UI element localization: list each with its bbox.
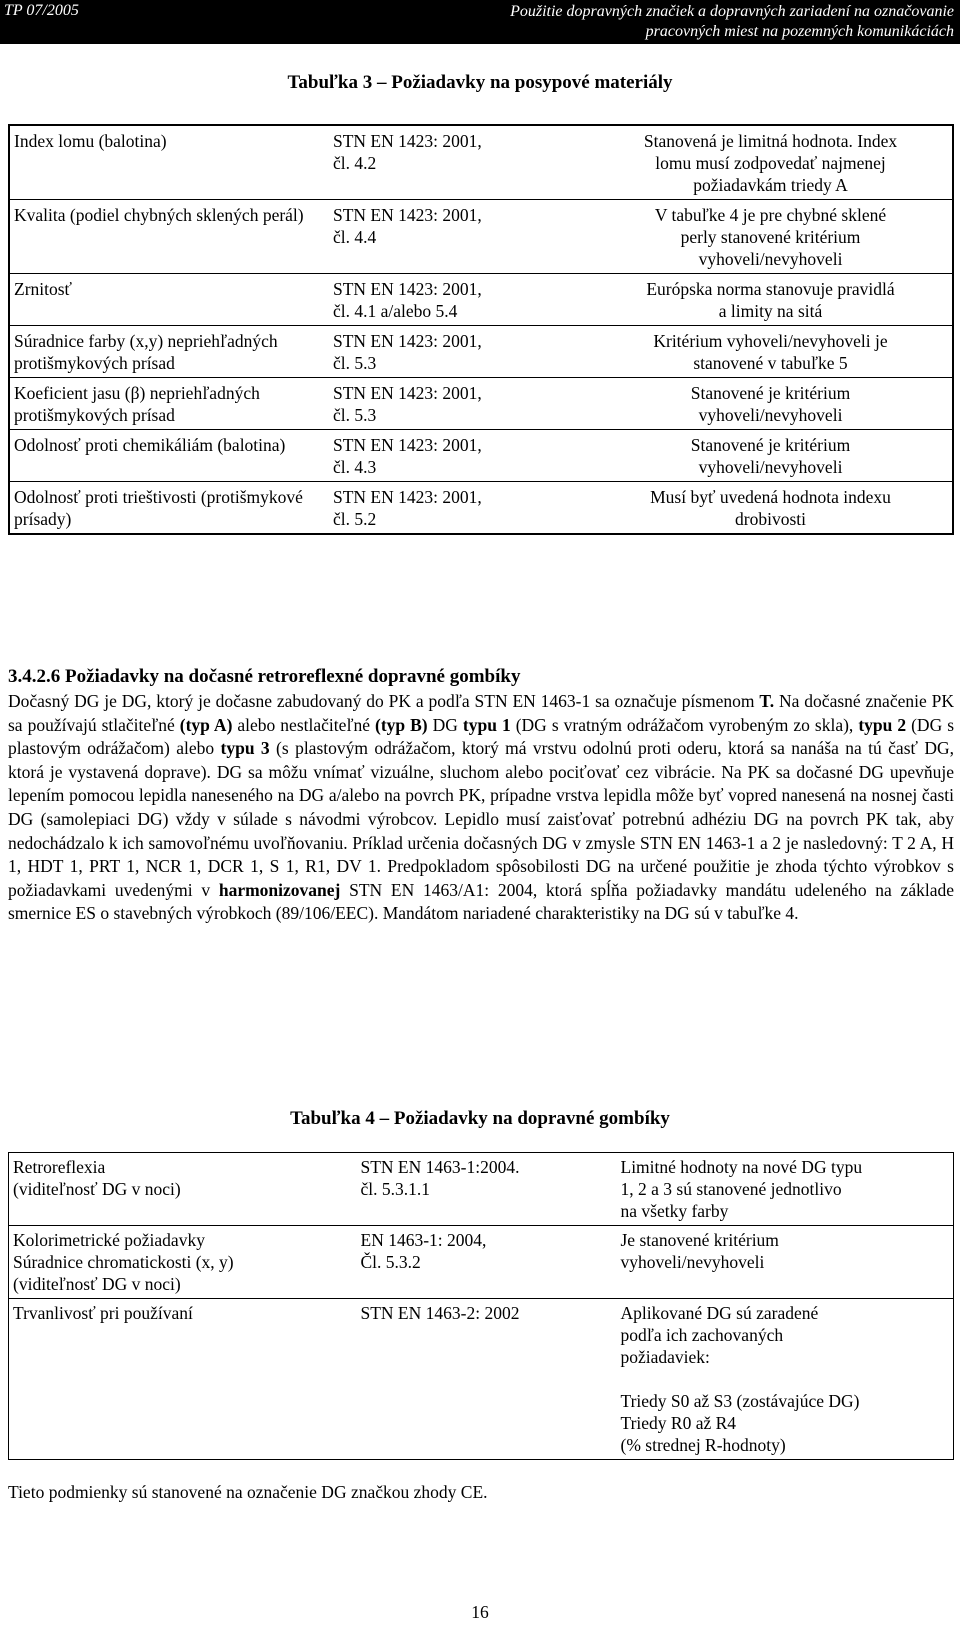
para-bold-5: typu 2 [858, 714, 907, 735]
table-row [9, 482, 953, 535]
cell-line: Je stanovené kritérium [620, 1230, 779, 1250]
property-cell: Odolnosť proti chemikáliám (balotina) [9, 430, 329, 482]
note-cell [617, 1153, 954, 1226]
property-cell [9, 1226, 357, 1299]
cell-line: Musí byť uvedená hodnota indexu [650, 487, 891, 507]
cell-line: čl. 5.3 [333, 405, 377, 425]
doc-title-line2: pracovných miest na pozemných komunikáciách [645, 23, 954, 40]
note-cell [589, 200, 953, 274]
table-row [9, 125, 953, 200]
cell-line: čl. 5.2 [333, 509, 377, 529]
doc-code: TP 07/2005 [4, 2, 79, 19]
standard-cell [357, 1226, 617, 1299]
footer-note: Tieto podmienky sú stanovené na označenie DG značkou zhody CE. [8, 1482, 488, 1502]
table-row [9, 274, 953, 326]
cell-line: Trvanlivosť pri používaní [13, 1303, 193, 1323]
cell-line: STN EN 1423: 2001, [333, 131, 482, 151]
cell-line: čl. 4.4 [333, 227, 377, 247]
table-row [9, 430, 953, 482]
doc-title [510, 2, 954, 42]
table-row [9, 378, 953, 430]
section-paragraph [8, 690, 954, 926]
standard-cell [357, 1153, 617, 1226]
cell-line: Stanovené je kritérium [690, 383, 851, 403]
note-cell [617, 1226, 954, 1299]
table3 [8, 124, 954, 535]
page-number: 16 [471, 1602, 489, 1622]
para-bold-2: (typ A) [179, 714, 233, 735]
cell-line: čl. 4.1 a/alebo 5.4 [333, 301, 458, 321]
cell-line: Stanovená je limitná hodnota. Index [643, 131, 898, 151]
property-cell: Kvalita (podiel chybných sklených perál) [9, 200, 329, 274]
cell-line: Súradnice chromatickosti (x, y) [13, 1252, 234, 1272]
para-bold-1: T. [759, 691, 775, 711]
property-cell: Koeficient jasu (β) nepriehľadných protišmykových prísad [9, 378, 329, 430]
cell-line: podľa ich zachovaných [620, 1325, 784, 1345]
standard-cell [329, 125, 589, 200]
table3-body [9, 125, 953, 534]
cell-line: STN EN 1423: 2001, [333, 331, 482, 351]
note-cell [589, 326, 953, 378]
standard-cell [329, 200, 589, 274]
cell-line: čl. 5.3.1.1 [360, 1179, 431, 1199]
para-text-1: Dočasný DG je DG, ktorý je dočasne zabudovaný do PK a podľa STN EN 1463-1 sa označuje písmenom [8, 691, 760, 711]
cell-line: STN EN 1423: 2001, [333, 279, 482, 299]
para-text-8: STN EN 1463/A1: 2004, ktorá spĺňa požiadavky mandátu udeleného na základe smernice ES o stavebných výrobkoch (89/106/EEC). Mandátom nariadené charakteristiky na DG sú v tabuľke 4. [8, 879, 954, 924]
cell-line: vyhoveli/nevyhoveli [620, 1252, 765, 1272]
standard-cell [329, 482, 589, 535]
cell-line: (viditeľnosť DG v noci) [13, 1179, 181, 1199]
cell-line: stanovené v tabuľke 5 [693, 353, 848, 373]
standard-cell [329, 430, 589, 482]
para-bold-7: harmonizovanej [218, 879, 341, 900]
table-row [9, 1153, 954, 1226]
standard-cell [329, 378, 589, 430]
para-text-2: Na dočasné značenie PK sa používajú stlačiteľné [8, 691, 954, 735]
table-row [9, 1299, 954, 1460]
property-cell: Súradnice farby (x,y) nepriehľadných protišmykových prísad [9, 326, 329, 378]
cell-line: V tabuľke 4 je pre chybné sklené [654, 205, 887, 225]
cell-line: čl. 5.3 [333, 353, 377, 373]
para-bold-3: (typ B) [375, 714, 428, 735]
table4-body [9, 1153, 954, 1460]
doc-title-line1: Použitie dopravných značiek a dopravných zariadení na označovanie [510, 3, 954, 20]
cell-line: Retroreflexia [13, 1157, 106, 1177]
cell-line: Aplikované DG sú zaradené [620, 1303, 819, 1323]
table3-caption: Tabuľka 3 – Požiadavky na posypové materiály [287, 72, 673, 93]
property-cell: Index lomu (balotina) [14, 131, 167, 151]
cell-line: Triedy R0 až R4 [620, 1413, 737, 1433]
page-header [0, 0, 960, 44]
cell-line: vyhoveli/nevyhoveli [698, 405, 843, 425]
table4 [8, 1152, 954, 1460]
standard-cell [357, 1299, 617, 1460]
note-cell [589, 378, 953, 430]
cell-line: Stanovené je kritérium [690, 435, 851, 455]
cell-line: EN 1463-1: 2004, [360, 1230, 487, 1250]
note-cell [589, 274, 953, 326]
property-cell [9, 1153, 357, 1226]
cell-line: STN EN 1463-2: 2002 [360, 1303, 520, 1323]
note-cell [617, 1299, 954, 1460]
cell-line: STN EN 1423: 2001, [333, 383, 482, 403]
cell-line: Limitné hodnoty na nové DG typu [620, 1157, 863, 1177]
cell-line: Triedy S0 až S3 (zostávajúce DG) [620, 1391, 860, 1411]
para-text-3: alebo nestlačiteľné [232, 714, 375, 735]
para-text-7: (s plastovým odrážačom, ktorý má vrstvu odolnú proti oderu, ktorá sa nanáša na tú časť DG, ktorá je vystavená doprave). DG sa môžu vnímať vizuálne, sluchom alebo pociťovať cez vibrácie. Na PK sa dočasné DG upevňuje lepením pomocou lepidla naneseného na DG a/alebo na povrch PK, prípadne vrstva lepidla môže byť vopred nanesená na nosnej časti DG (samolepiaci DG) vždy v súlade s návodmi výrobcov. Lepidlo musí zaisťovať potrebnú adhéziu DG na povrch PK tak, aby nedochádzalo k ich samovoľnému uvoľňovaniu. Príklad určenia dočasných DG v zmysle STN EN 1463-1 a 2 je nasledovný: T 2 A, H 1, HDT 1, PRT 1, NCR 1, DCR 1, S 1, R1, DV 1. Predpokladom spôsobilosti DG na určené použitie je zhoda týchto výrobkov s požiadavkami uvedenými v [8, 738, 955, 900]
cell-line: na všetky farby [620, 1201, 729, 1221]
cell-line [621, 1368, 954, 1390]
cell-line: požiadaviek: [620, 1347, 710, 1367]
cell-line: Kolorimetrické požiadavky [13, 1230, 205, 1250]
cell-line: vyhoveli/nevyhoveli [698, 249, 843, 269]
table4-caption: Tabuľka 4 – Požiadavky na dopravné gombíky [290, 1108, 670, 1129]
property-cell [9, 1299, 357, 1460]
cell-line: 1, 2 a 3 sú stanovené jednotlivo [620, 1179, 842, 1199]
cell-line: a limity na sitá [718, 301, 823, 321]
para-bold-4: typu 1 [462, 714, 511, 735]
para-text-6: (DG s plastovým odrážačom) alebo [8, 714, 955, 759]
cell-line: perly stanovené kritérium [680, 227, 861, 247]
cell-line: lomu musí zodpovedať najmenej [655, 153, 886, 173]
cell-line: (% strednej R-hodnoty) [620, 1435, 786, 1455]
cell-line: požiadavkám triedy A [693, 175, 848, 195]
section-heading: 3.4.2.6 Požiadavky na dočasné retroreflexné dopravné gombíky [8, 666, 521, 687]
table-row [9, 326, 953, 378]
property-cell: Zrnitosť [9, 274, 329, 326]
cell-line: Kritérium vyhoveli/nevyhoveli je [653, 331, 888, 351]
cell-line: drobivosti [735, 509, 806, 529]
cell-line: vyhoveli/nevyhoveli [698, 457, 843, 477]
cell-line: STN EN 1463-1:2004. [360, 1157, 520, 1177]
cell-line: čl. 4.3 [333, 457, 377, 477]
cell-line: Európska norma stanovuje pravidlá [646, 279, 895, 299]
note-cell [589, 482, 953, 535]
table-row [9, 1226, 954, 1299]
standard-cell [329, 326, 589, 378]
note-cell [589, 430, 953, 482]
note-cell [589, 125, 953, 200]
table-row [9, 200, 953, 274]
cell-line: čl. 4.2 [333, 153, 377, 173]
cell-line: STN EN 1423: 2001, [333, 205, 482, 225]
cell-line: (viditeľnosť DG v noci) [13, 1274, 181, 1294]
standard-cell [329, 274, 589, 326]
property-cell: Odolnosť proti trieštivosti (protišmykové prísady) [9, 482, 329, 535]
para-text-5: (DG s vratným odrážačom vyrobeným zo skla), [510, 714, 859, 735]
para-text-4: DG [427, 714, 463, 735]
para-bold-6: typu 3 [220, 738, 270, 759]
cell-line: STN EN 1423: 2001, [333, 487, 482, 507]
cell-line: Čl. 5.3.2 [360, 1252, 421, 1272]
cell-line: STN EN 1423: 2001, [333, 435, 482, 455]
